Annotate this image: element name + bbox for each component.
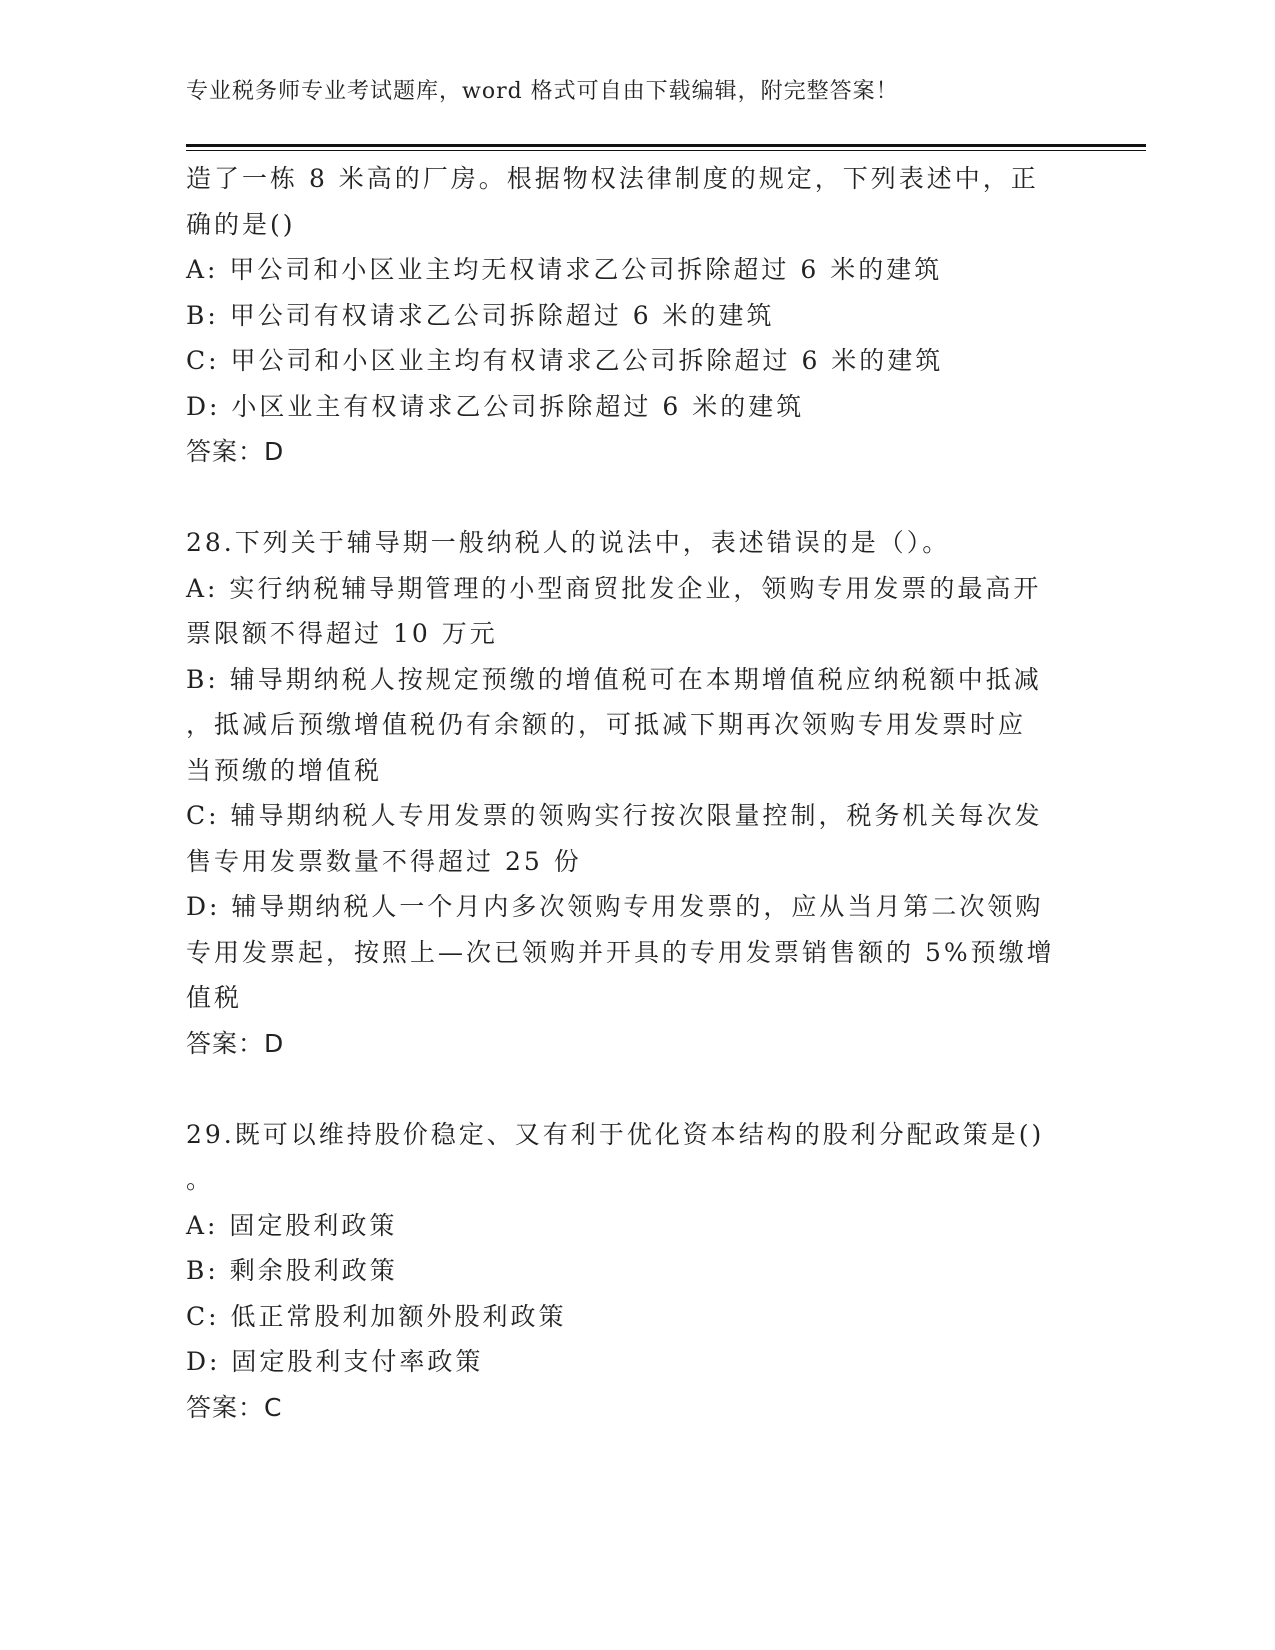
option-a-continued: 票限额不得超过 10 万元 <box>186 619 498 648</box>
option-b: B: 甲公司有权请求乙公司拆除超过 6 米的建筑 <box>186 300 775 330</box>
option-b-continued: 当预缴的增值税 <box>186 755 383 785</box>
option-a: A: 甲公司和小区业主均无权请求乙公司拆除超过 6 米的建筑 <box>186 255 943 284</box>
answer-line: 答案：D <box>186 437 285 466</box>
option-d: D: 固定股利支付率政策 <box>186 1347 484 1376</box>
question-text-line: 造了一栋 8 米高的厂房。根据物权法律制度的规定，下列表述中，正 <box>186 164 1039 193</box>
question-27-continued <box>186 156 1086 475</box>
question-29 <box>186 1112 1086 1431</box>
spacer <box>186 1066 1086 1112</box>
option-c: C: 甲公司和小区业主均有权请求乙公司拆除超过 6 米的建筑 <box>186 346 944 375</box>
question-text-line: 确的是() <box>186 209 296 239</box>
header-rule-thick <box>186 144 1146 147</box>
option-d: D: 小区业主有权请求乙公司拆除超过 6 米的建筑 <box>186 391 805 421</box>
question-28 <box>186 520 1086 1066</box>
option-a: A: 固定股利政策 <box>186 1210 398 1240</box>
question-stem-continued: 。 <box>186 1165 215 1194</box>
option-c: C: 辅导期纳税人专用发票的领购实行按次限量控制，税务机关每次发 <box>186 801 1043 830</box>
spacer <box>186 475 1086 521</box>
question-stem: 29.既可以维持股价稳定、又有利于优化资本结构的股利分配政策是() <box>186 1119 1045 1149</box>
option-b-continued: ，抵减后预缴增值税仍有余额的，可抵减下期再次领购专用发票时应 <box>186 710 1027 739</box>
option-b: B: 辅导期纳税人按规定预缴的增值税可在本期增值税应纳税额中抵减 <box>186 664 1042 694</box>
page-header: 专业税务师专业考试题库，word 格式可自由下载编辑，附完整答案！ <box>186 79 899 104</box>
answer-line: 答案：D <box>186 1028 285 1058</box>
option-a: A: 实行纳税辅导期管理的小型商贸批发企业，领购专用发票的最高开 <box>186 573 1042 603</box>
header-rule-thin <box>186 150 1146 151</box>
answer-line: 答案：C <box>186 1392 283 1422</box>
question-stem: 28.下列关于辅导期一般纳税人的说法中，表述错误的是（）。 <box>186 528 951 557</box>
option-c: C: 低正常股利加额外股利政策 <box>186 1301 567 1331</box>
option-c-continued: 售专用发票数量不得超过 25 份 <box>186 846 582 876</box>
document-body <box>186 156 1086 1430</box>
option-b: B: 剩余股利政策 <box>186 1256 398 1285</box>
option-d: D: 辅导期纳税人一个月内多次领购专用发票的，应从当月第二次领购 <box>186 892 1044 921</box>
option-d-continued: 专用发票起，按照上—次已领购并开具的专用发票销售额的 5%预缴增 <box>186 937 1055 967</box>
option-d-continued: 值税 <box>186 983 243 1012</box>
